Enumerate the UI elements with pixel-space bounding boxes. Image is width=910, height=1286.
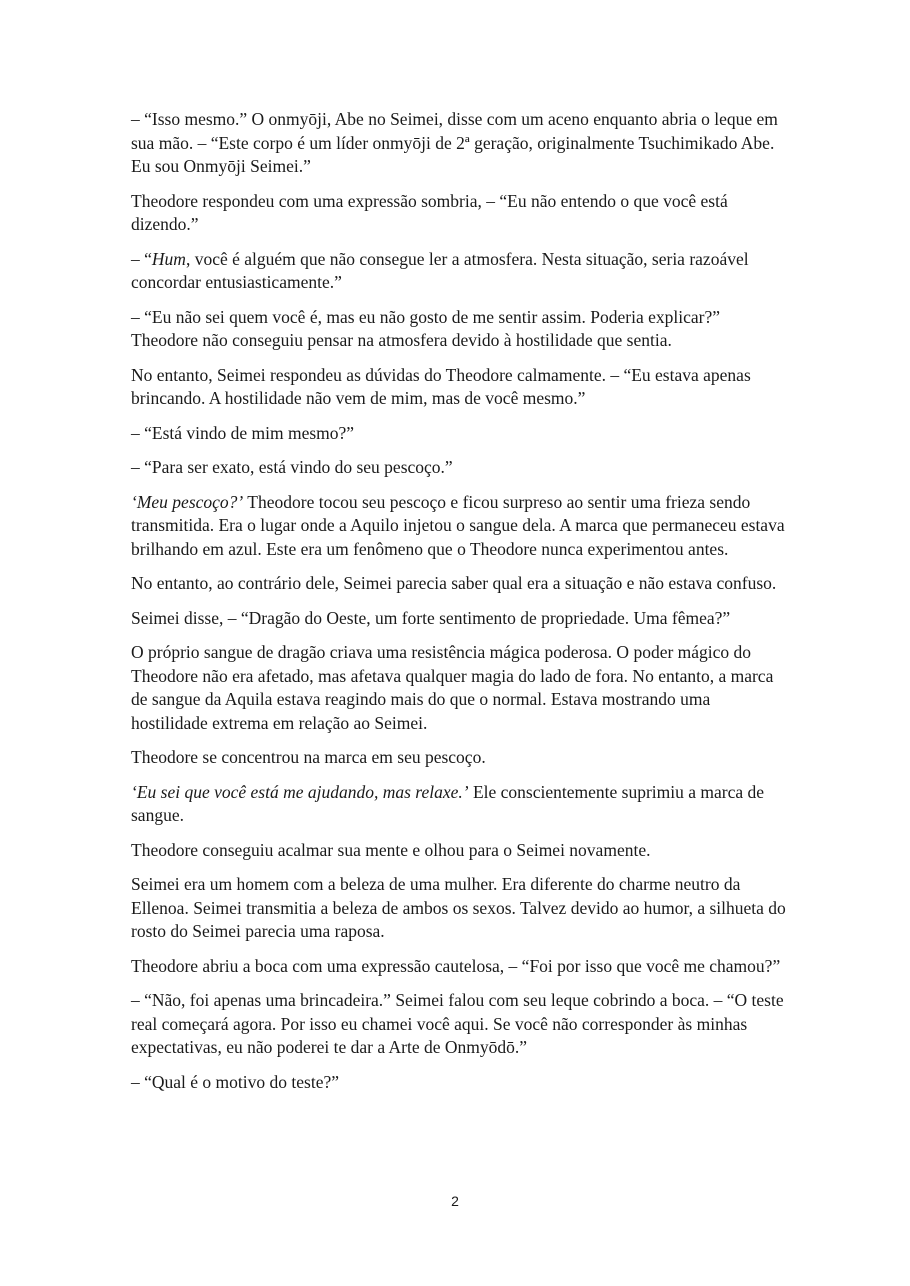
paragraph: [131, 248, 791, 295]
text-run: – “Está vindo de mim mesmo?”: [131, 422, 355, 443]
page-number: 2: [451, 1193, 459, 1209]
text-run: Theodore abriu a boca com uma expressão cautelosa, – “Foi por isso que você me chamou?”: [131, 955, 781, 976]
text-run: , você é alguém que não consegue ler a atmosfera. Nesta situação, seria razoável concordar entusiasticamente.”: [131, 248, 749, 292]
italic-text: ‘Meu pescoço?’: [131, 491, 244, 512]
italic-text: Hum: [151, 248, 186, 269]
text-run: – “Eu não sei quem você é, mas eu não gosto de me sentir assim. Poderia explicar?” Theodore não conseguiu pensar na atmosfera devido à hostilidade que sentia.: [131, 306, 720, 350]
paragraph: [131, 306, 791, 353]
paragraph: [131, 746, 791, 770]
text-run: Theodore se concentrou na marca em seu pescoço.: [131, 747, 486, 767]
paragraph: [131, 1071, 791, 1095]
text-run: – “Não, foi apenas uma brincadeira.” Seimei falou com seu leque cobrindo a boca. – “O teste real começará agora. Por isso eu chamei você aqui. Se você não corresponder às minhas expectativas, eu não poderei te dar a Arte de Onmyōdō.”: [131, 990, 784, 1057]
paragraph: [131, 364, 791, 411]
paragraph: [131, 955, 791, 979]
text-run: Ele conscientemente suprimiu a marca de sangue.: [131, 781, 765, 825]
paragraph: [131, 607, 791, 631]
text-run: – “Qual é o motivo do teste?”: [131, 1071, 339, 1092]
paragraph: [131, 422, 791, 446]
text-run: Theodore conseguiu acalmar sua mente e olhou para o Seimei novamente.: [131, 839, 651, 860]
paragraph: [131, 781, 791, 828]
paragraph: [131, 456, 791, 480]
paragraph: [131, 989, 791, 1060]
text-run: No entanto, Seimei respondeu as dúvidas do Theodore calmamente. – “Eu estava apenas brincando. A hostilidade não vem de mim, mas de você mesmo.”: [131, 364, 751, 408]
paragraph: [131, 572, 791, 596]
text-run: O próprio sangue de dragão criava uma resistência mágica poderosa. O poder mágico do Theodore não era afetado, mas afetava qualquer magia do lado de fora. No entanto, a marca de sangue da Aquila estava reagindo mais do que o normal. Estava mostrando uma hostilidade extrema em relação ao Seimei.: [131, 642, 774, 733]
text-run: Theodore respondeu com uma expressão sombria, – “Eu não entendo o que você está dizendo.”: [131, 190, 728, 234]
text-run: Theodore tocou seu pescoço e ficou surpreso ao sentir uma frieza sendo transmitida. Era o lugar onde a Aquilo injetou o sangue dela. A marca que permaneceu estava brilhando em azul. Este era um fenômeno que o Theodore nunca experimentou antes.: [131, 491, 785, 559]
paragraph: [131, 108, 791, 179]
text-run: – “: [131, 248, 152, 269]
paragraph: [131, 641, 791, 735]
page-body-text: [131, 108, 791, 1105]
text-run: Seimei era um homem com a beleza de uma mulher. Era diferente do charme neutro da Ellenoa. Seimei transmitia a beleza de ambos os sexos. Talvez devido ao humor, a silhueta do rosto do Seimei parecia uma raposa.: [131, 874, 786, 941]
text-run: No entanto, ao contrário dele, Seimei parecia saber qual era a situação e não estava confuso.: [131, 573, 777, 593]
paragraph: [131, 190, 791, 237]
text-run: – “Para ser exato, está vindo do seu pescoço.”: [131, 457, 453, 477]
paragraph: [131, 873, 791, 944]
italic-text: ‘Eu sei que você está me ajudando, mas relaxe.’: [131, 781, 469, 802]
paragraph: [131, 491, 791, 562]
text-run: – “Isso mesmo.” O onmyōji, Abe no Seimei, disse com um aceno enquanto abria o leque em sua mão. – “Este corpo é um líder onmyōji de 2ª geração, originalmente Tsuchimikado Abe. Eu sou Onmyōji Seimei.”: [131, 109, 778, 176]
text-run: Seimei disse, – “Dragão do Oeste, um forte sentimento de propriedade. Uma fêmea?”: [131, 607, 731, 628]
paragraph: [131, 839, 791, 863]
